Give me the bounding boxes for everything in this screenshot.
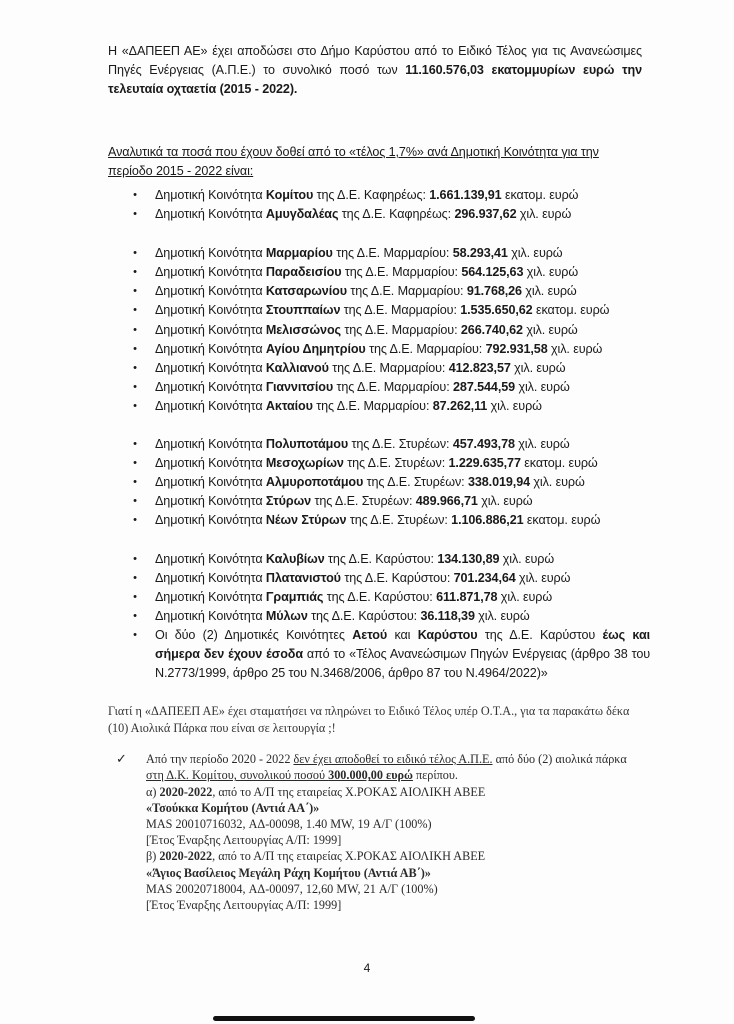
amount-unit: χιλ. ευρώ xyxy=(510,360,566,375)
text-span: της Δ.Ε. Καρύστου xyxy=(477,627,603,642)
municipal-unit: της Δ.Ε. Καρύστου: xyxy=(323,589,437,604)
checkmark-icon: ✓ xyxy=(116,751,127,767)
amount-unit: χιλ. ευρώ xyxy=(515,570,571,585)
community-name: Μελισσώνος xyxy=(265,322,341,337)
item-prefix: Δημοτική Κοινότητα xyxy=(155,398,266,413)
municipal-unit: της Δ.Ε. Μαρμαρίου: xyxy=(312,398,433,413)
park-b-mas: MAS 20020718004, ΑΔ-00097, 12,60 MW, 21 Α/Γ (100%) xyxy=(146,881,438,896)
community-item xyxy=(130,359,650,378)
item-prefix: Δημοτική Κοινότητα xyxy=(155,265,266,280)
intro-text: Η «ΔΑΠΕΕΠ ΑΕ» έχει αποδώσει στο Δήμο Καρύστου από το Ειδικό Τέλος για τις Ανανεώσιμες Πηγές Ενέργειας (Α.Π.Ε.) το συνολικό ποσό των xyxy=(108,44,642,77)
community-name: Αετού xyxy=(352,627,388,642)
municipal-unit: της Δ.Ε. Καφηρέως: xyxy=(313,188,430,202)
amount-unit: χιλ. ευρώ xyxy=(507,246,563,261)
page-number: 4 xyxy=(363,961,371,976)
item-prefix: Δημοτική Κοινότητα xyxy=(155,608,266,623)
community-name: Ακταίου xyxy=(265,398,313,413)
amount-unit: χιλ. ευρώ xyxy=(497,589,553,604)
item-prefix: Δημοτική Κοινότητα xyxy=(155,570,266,585)
amount: 1.535.650,62 xyxy=(460,303,533,318)
community-name: Αγίου Δημητρίου xyxy=(265,341,366,356)
bullet-icon: • xyxy=(133,399,137,412)
amount: 296.937,62 xyxy=(454,207,517,222)
park-b-line xyxy=(146,848,636,864)
check-line-1 xyxy=(146,751,636,783)
community-name: Καλλιανού xyxy=(265,360,329,375)
amount-unit: εκατομ. ευρώ xyxy=(532,303,610,318)
underlined-text: δεν έχει αποδοθεί το ειδικό τέλος Α.Π.Ε. xyxy=(293,752,493,767)
community-item xyxy=(130,550,650,569)
community-name: Μεσοχωρίων xyxy=(265,456,344,471)
amount: 489.966,71 xyxy=(415,494,478,509)
amount: 611.871,78 xyxy=(436,589,498,604)
bullet-icon: • xyxy=(133,208,137,221)
text-span: από το «Τέλος Ανανεώσιμων Πηγών Ενέργειας (άρθρο 38 του Ν.2773/1999, άρθρο 25 του Ν.3468/2006, άρθρο 87 του Ν.4964/2022)» xyxy=(155,646,651,681)
community-name: Στύρων xyxy=(265,494,312,509)
community-name: Κατσαρωνίου xyxy=(265,284,347,299)
community-item xyxy=(130,205,650,224)
amount-unit: χιλ. ευρώ xyxy=(516,207,572,222)
community-list-styreon xyxy=(130,435,650,530)
community-item xyxy=(130,244,650,263)
amount-unit: χιλ. ευρώ xyxy=(522,322,578,337)
community-name: Αλμυροποτάμου xyxy=(265,475,364,490)
community-list-kafireos xyxy=(130,186,650,224)
community-item xyxy=(130,397,650,416)
amount-unit: χιλ. ευρώ xyxy=(547,341,603,356)
community-name: Στουππαίων xyxy=(265,303,341,318)
item-prefix: Δημοτική Κοινότητα xyxy=(155,551,266,566)
bullet-icon: • xyxy=(133,361,137,374)
item-prefix: Δημοτική Κοινότητα xyxy=(155,379,266,394)
text-span: , από το Α/Π της εταιρείας Χ.ΡΟΚΑΣ ΑΙΟΛΙΚΗ ΑΒΕΕ xyxy=(212,849,486,864)
amount: 58.293,41 xyxy=(452,246,508,261)
community-name: Παραδεισίου xyxy=(265,265,342,280)
amount: 792.931,58 xyxy=(485,341,548,356)
community-item xyxy=(130,511,650,530)
community-item xyxy=(130,340,650,359)
amount: 701.234,64 xyxy=(453,570,516,585)
bullet-icon: • xyxy=(133,552,137,565)
park-a-years: 2020-2022 xyxy=(159,784,213,799)
bullet-icon: • xyxy=(133,628,137,641)
bullet-icon: • xyxy=(133,457,137,470)
amount: 266.740,62 xyxy=(460,322,523,337)
bullet-icon: • xyxy=(133,495,137,508)
park-b-name xyxy=(146,865,636,881)
bullet-icon: • xyxy=(133,514,137,527)
amount: 412.823,57 xyxy=(448,360,511,375)
item-prefix: Δημοτική Κοινότητα xyxy=(155,475,266,490)
community-item xyxy=(130,378,650,397)
section-subheading: Αναλυτικά τα ποσά που έχουν δοθεί από το «τέλος 1,7%» ανά Δημοτική Κοινότητα για την περίοδο 2015 - 2022 είναι: xyxy=(108,145,599,178)
community-name: Γιαννιτσίου xyxy=(265,379,334,394)
amount: 457.493,78 xyxy=(452,437,515,452)
community-item xyxy=(130,492,650,511)
municipal-unit: της Δ.Ε. Στυρέων: xyxy=(311,494,416,509)
text-span: από δύο (2) αιολικά πάρκα xyxy=(492,752,627,767)
community-name: Καλυβίων xyxy=(265,551,325,566)
municipal-unit: της Δ.Ε. Στυρέων: xyxy=(348,437,453,452)
community-item xyxy=(130,588,650,607)
bullet-icon: • xyxy=(133,266,137,279)
community-name: Αμυγδαλέας xyxy=(265,207,339,222)
amount-unit: χιλ. ευρώ xyxy=(515,379,570,394)
bullet-icon: • xyxy=(133,342,137,355)
amount: 1.661.139,91 xyxy=(429,188,502,202)
text-span: , από το Α/Π της εταιρείας Χ.ΡΟΚΑΣ ΑΙΟΛΙΚΗ ΑΒΕΕ xyxy=(212,784,486,799)
community-item xyxy=(130,282,650,301)
item-prefix: Δημοτική Κοινότητα xyxy=(155,303,266,318)
emphasis: έως και σήμερα δεν έχουν έσοδα xyxy=(155,627,650,661)
item-prefix: Δημοτική Κοινότητα xyxy=(155,360,266,375)
community-item xyxy=(130,263,650,282)
no-revenue-note xyxy=(130,626,650,683)
community-name: Μαρμαρίου xyxy=(265,246,333,261)
text-span: περίπου. xyxy=(412,768,458,783)
park-a-start-year: [Έτος Έναρξης Λειτουργίας Α/Π: 1999] xyxy=(146,833,342,848)
municipal-unit: της Δ.Ε. Καφηρέως: xyxy=(338,207,455,222)
municipal-unit: της Δ.Ε. Μαρμαρίου: xyxy=(328,360,449,375)
community-name: Καρύστου xyxy=(417,627,478,642)
park-b-years: 2020-2022 xyxy=(159,849,213,864)
community-list-marmariou xyxy=(130,244,650,416)
amount-unit: χιλ. ευρώ xyxy=(514,437,570,452)
community-name: Μύλων xyxy=(265,608,308,623)
amount: 134.130,89 xyxy=(437,551,500,566)
amount-unit: χιλ. ευρώ xyxy=(474,608,530,623)
bullet-icon: • xyxy=(133,476,137,489)
item-prefix: Δημοτική Κοινότητα xyxy=(155,188,266,202)
text-span: Από την περίοδο 2020 - 2022 xyxy=(146,752,294,767)
total-park-amount: 300.000,00 ευρώ xyxy=(328,768,413,783)
community-item xyxy=(130,186,650,205)
amount-unit: χιλ. ευρώ xyxy=(487,398,542,413)
community-name: Νέων Στύρων xyxy=(265,513,347,528)
item-prefix: Δημοτική Κοινότητα xyxy=(155,589,266,604)
item-prefix: Δημοτική Κοινότητα xyxy=(155,207,266,222)
park-a-line xyxy=(146,784,636,800)
municipal-unit: της Δ.Ε. Μαρμαρίου: xyxy=(333,379,454,394)
community-item xyxy=(130,454,650,473)
item-prefix: Δημοτική Κοινότητα xyxy=(155,437,266,452)
bullet-icon: • xyxy=(133,609,137,622)
community-item xyxy=(130,569,650,588)
community-item xyxy=(130,321,650,340)
amount: 1.106.886,21 xyxy=(451,513,524,528)
park-a-mas: MAS 20010716032, ΑΔ-00098, 1.40 MW, 19 Α/Γ (100%) xyxy=(146,816,432,831)
item-prefix: Δημοτική Κοινότητα xyxy=(155,494,266,509)
amount-unit: χιλ. ευρώ xyxy=(499,551,555,566)
amount-unit: εκατομ. ευρώ xyxy=(501,188,579,202)
amount-unit: χιλ. ευρώ xyxy=(530,475,585,490)
municipal-unit: της Δ.Ε. Καρύστου: xyxy=(324,551,438,566)
text-span: Οι δύο (2) Δημοτικές Κοινότητες xyxy=(155,627,353,642)
item-prefix: Δημοτική Κοινότητα xyxy=(155,456,266,471)
municipal-unit: της Δ.Ε. Στυρέων: xyxy=(343,456,449,471)
question-paragraph: Γιατί η «ΔΑΠΕΕΠ ΑΕ» έχει σταματήσει να πληρώνει το Ειδικό Τέλος υπέρ Ο.Τ.Α., για τα παρακάτω δέκα (10) Αιολικά Πάρκα που είναι σε λειτουργία ;! xyxy=(108,704,630,736)
community-item xyxy=(130,473,650,492)
park-a-title: «Τσούκκα Κομήτου (Αντιά ΑΑ΄)» xyxy=(146,800,320,815)
amount-unit: χιλ. ευρώ xyxy=(523,265,579,280)
amount-unit: χιλ. ευρώ xyxy=(521,284,577,299)
item-prefix: Δημοτική Κοινότητα xyxy=(155,246,266,261)
community-name: Κομίτου xyxy=(265,188,314,202)
bullet-icon: • xyxy=(133,189,137,201)
bullet-icon: • xyxy=(133,323,137,336)
municipal-unit: της Δ.Ε. Καρύστου: xyxy=(340,570,454,585)
amount: 36.118,39 xyxy=(420,608,475,623)
bullet-icon: • xyxy=(133,304,137,317)
underlined-text: στη Δ.Κ. Κομίτου, συνολικού ποσού xyxy=(146,768,329,783)
amount-unit: χιλ. ευρώ xyxy=(477,494,533,509)
municipal-unit: της Δ.Ε. Μαρμαρίου: xyxy=(346,284,467,299)
community-list-karystou xyxy=(130,550,650,684)
park-b-title: «Άγιος Βασίλειος Μεγάλη Ράχη Κομήτου (Αντιά ΑΒ΄)» xyxy=(146,865,431,880)
intro-total-amount: 11.160.576,03 εκατομμυρίων ευρώ την τελευταία οχταετία (2015 - 2022). xyxy=(108,63,642,96)
amount-unit: εκατομ. ευρώ xyxy=(520,456,598,471)
amount: 87.262,11 xyxy=(432,398,488,413)
intro-paragraph xyxy=(108,42,642,99)
item-prefix: Δημοτική Κοινότητα xyxy=(155,322,266,337)
bullet-icon: • xyxy=(133,380,137,393)
bullet-icon: • xyxy=(133,247,137,260)
municipal-unit: της Δ.Ε. Στυρέων: xyxy=(363,475,468,490)
amount: 1.229.635,77 xyxy=(448,456,521,471)
amount: 91.768,26 xyxy=(466,284,522,299)
community-name: Πολυποτάμου xyxy=(265,437,349,452)
municipal-unit: της Δ.Ε. Στυρέων: xyxy=(346,513,452,528)
checked-item-text xyxy=(146,751,636,913)
checked-item xyxy=(116,751,636,913)
municipal-unit: της Δ.Ε. Μαρμαρίου: xyxy=(340,303,461,318)
bullet-icon: • xyxy=(133,285,137,298)
park-a-name xyxy=(146,800,636,816)
municipal-unit: της Δ.Ε. Μαρμαρίου: xyxy=(365,341,486,356)
home-indicator-bar[interactable] xyxy=(213,1016,475,1021)
bullet-icon: • xyxy=(133,590,137,603)
item-prefix: Δημοτική Κοινότητα xyxy=(155,341,266,356)
community-item xyxy=(130,435,650,454)
municipal-unit: της Δ.Ε. Καρύστου: xyxy=(307,608,421,623)
park-b-start-year: [Έτος Έναρξης Λειτουργίας Α/Π: 1999] xyxy=(146,897,342,912)
municipal-unit: της Δ.Ε. Μαρμαρίου: xyxy=(341,265,462,280)
community-name: Πλατανιστού xyxy=(265,570,341,585)
municipal-unit: της Δ.Ε. Μαρμαρίου: xyxy=(341,322,461,337)
amount: 564.125,63 xyxy=(461,265,524,280)
text-span: και xyxy=(387,627,418,642)
community-name: Γραμπιάς xyxy=(265,589,324,604)
amount: 338.019,94 xyxy=(467,475,530,490)
text-span: β) xyxy=(146,849,160,864)
item-prefix: Δημοτική Κοινότητα xyxy=(155,284,266,299)
bullet-icon: • xyxy=(133,438,137,451)
community-item xyxy=(130,301,650,320)
community-item xyxy=(130,607,650,626)
amount-unit: εκατομ. ευρώ xyxy=(523,513,601,528)
amount: 287.544,59 xyxy=(453,379,516,394)
text-span: α) xyxy=(146,784,160,799)
bullet-icon: • xyxy=(133,571,137,584)
item-prefix: Δημοτική Κοινότητα xyxy=(155,513,266,528)
municipal-unit: της Δ.Ε. Μαρμαρίου: xyxy=(332,246,453,261)
